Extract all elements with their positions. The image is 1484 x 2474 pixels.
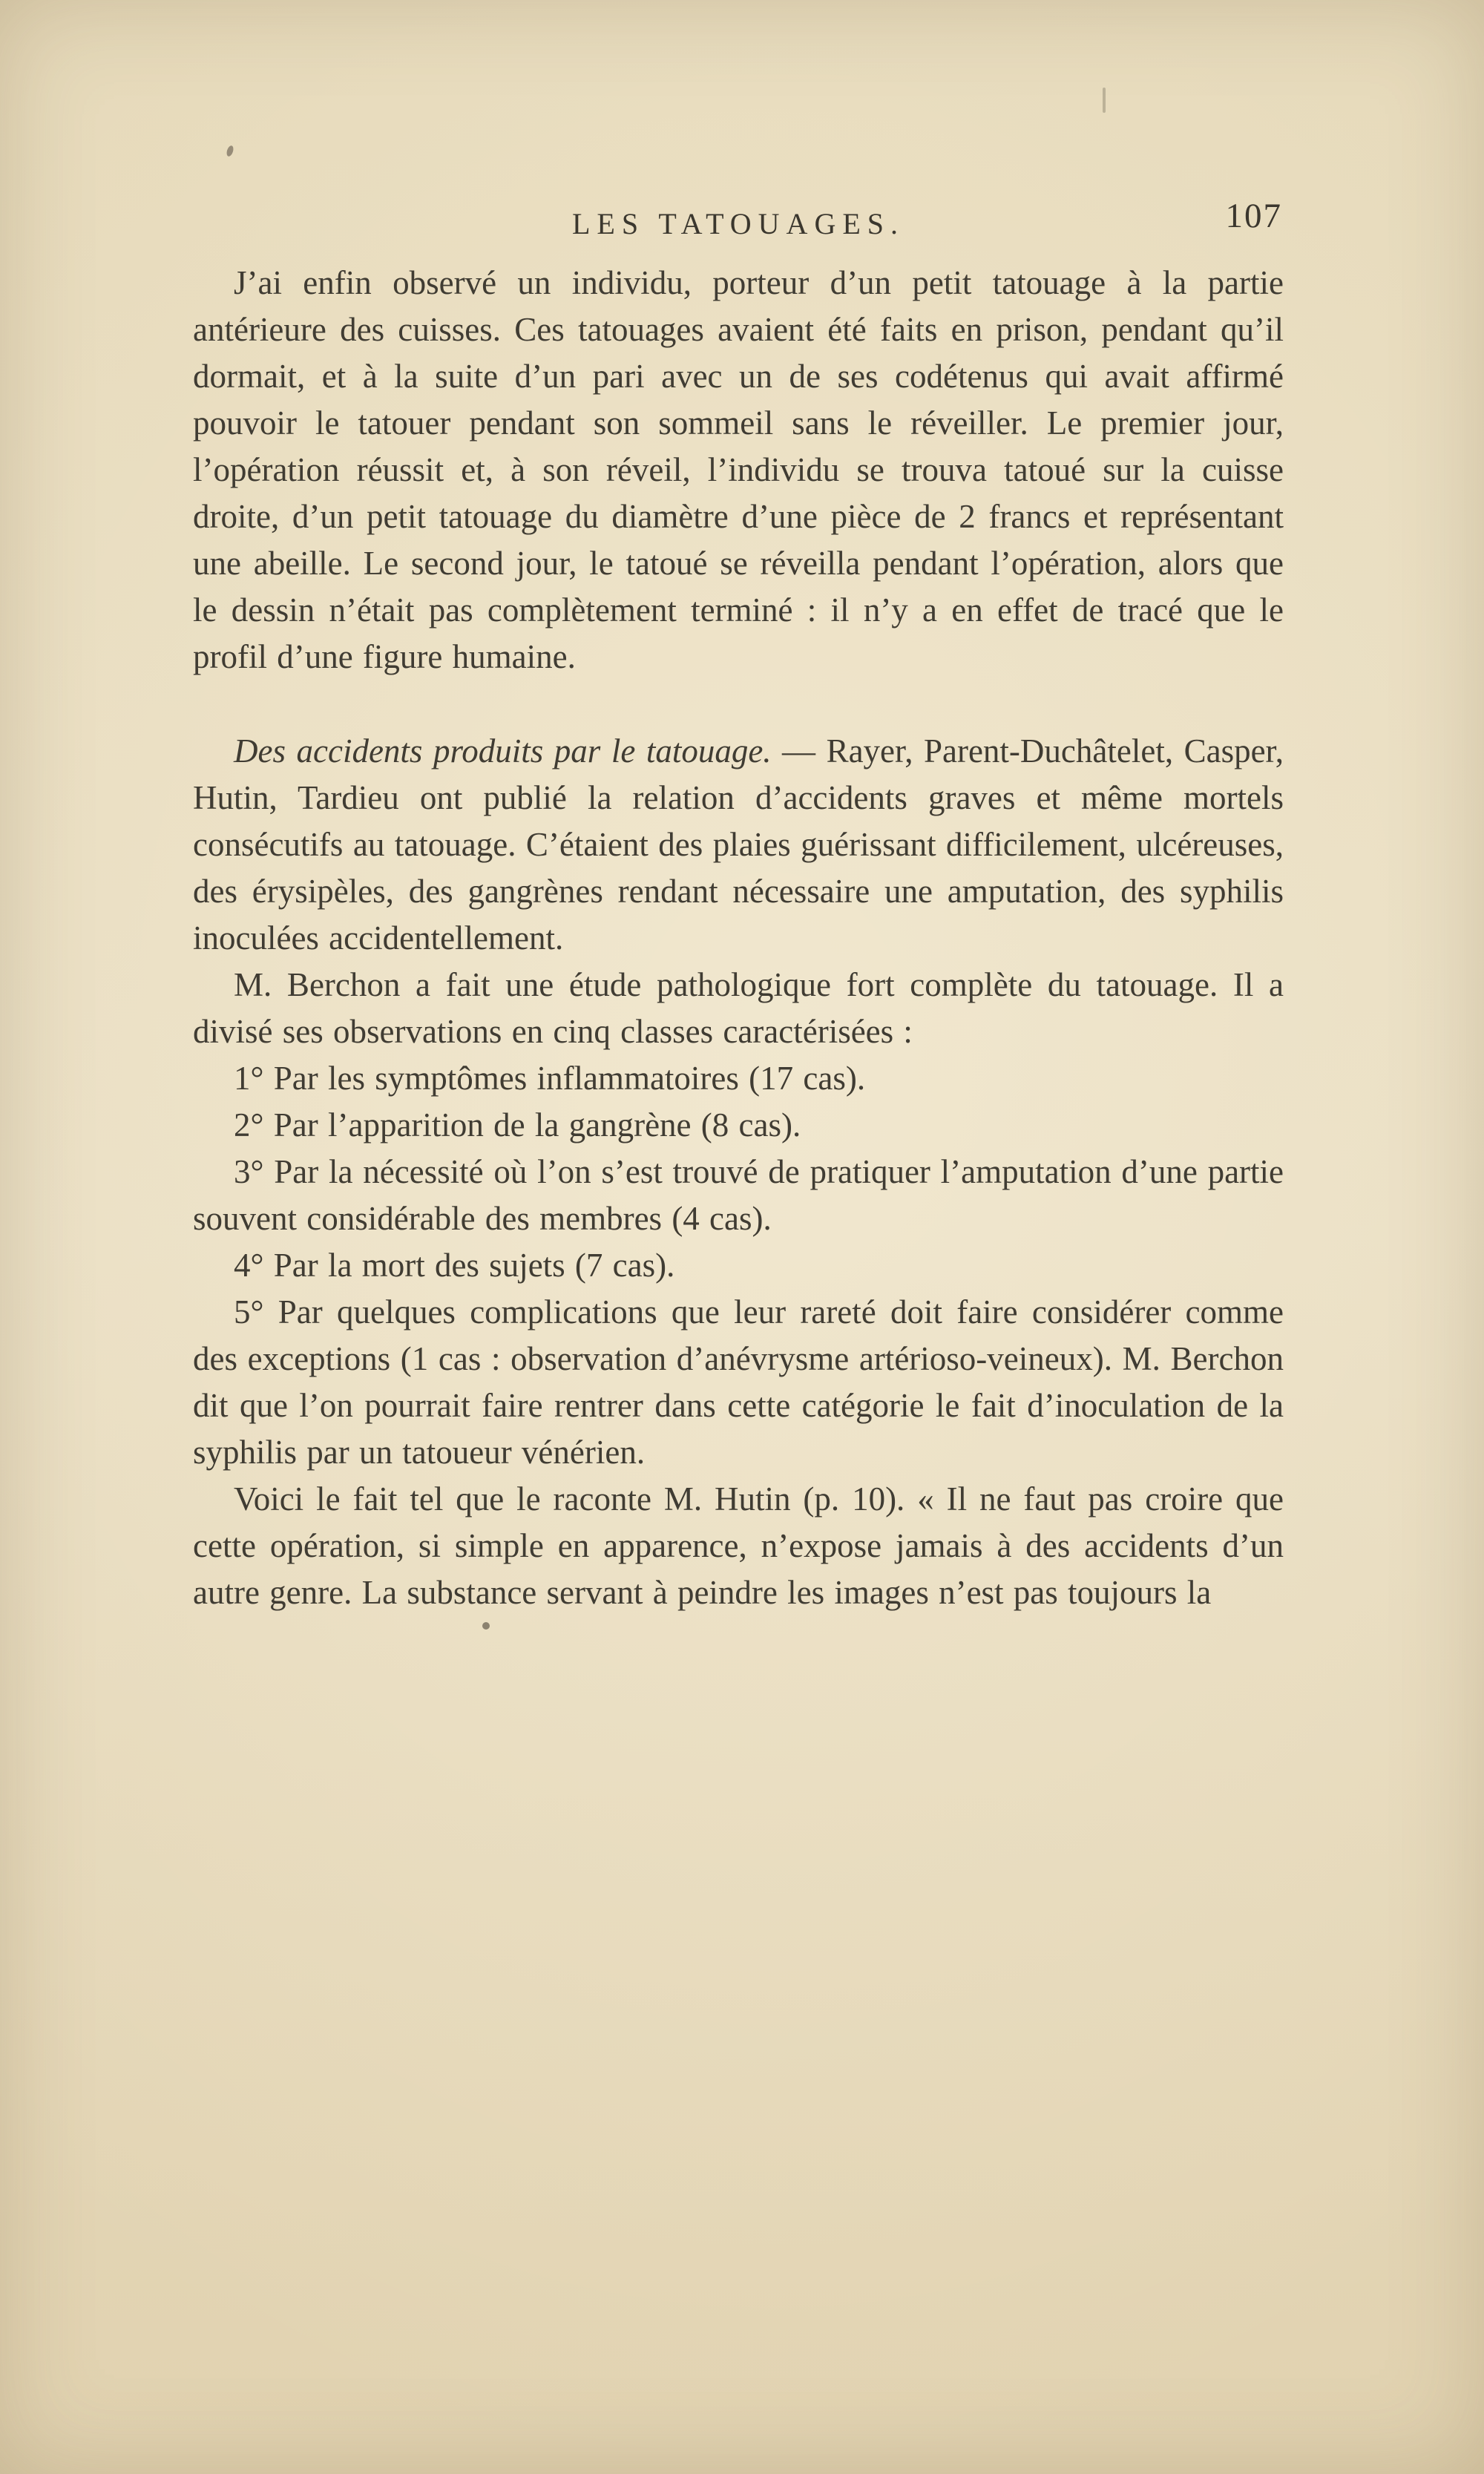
page-header [193, 194, 1284, 252]
class-item-2: 2° Par l’apparition de la gangrène (8 cas). [234, 1106, 801, 1144]
class-item-4: 4° Par la mort des sujets (7 cas). [234, 1247, 675, 1284]
section-lead-italic: Des accidents produits par le tatouage. [234, 732, 772, 770]
paragraph-accidents-section [193, 728, 1284, 962]
class-item-3: 3° Par la nécessité où l’on s’est trouvé de pratiquer l’amputation d’une partie souvent considérable des membres (4 cas). [193, 1153, 1284, 1237]
paragraph-berchon: M. Berchon a fait une étude pathologique fort complète du tatouage. Il a divisé ses observations en cinq classes caractérisées : [193, 966, 1284, 1050]
scan-speck [226, 145, 234, 157]
scan-speck [1103, 88, 1106, 113]
text-block [193, 194, 1284, 1616]
paragraph-hutin: Voici le fait tel que le raconte M. Hutin (p. 10). « Il ne faut pas croire que cette opération, si simple en apparence, n’expose jamais à des accidents d’un autre genre. La substance servant à peindre les images n’est pas toujours la [193, 1480, 1284, 1611]
class-item-5: 5° Par quelques complications que leur rareté doit faire considérer comme des exceptions (1 cas : observation d’anévrysme artérioso-veineux). M. Berchon dit que l’on pourrait faire rentrer dans cette catégorie le fait d’inoculation de la syphilis par un tatoueur vénérien. [193, 1293, 1284, 1471]
class-item-1: 1° Par les symptômes inflammatoires (17 cas). [234, 1060, 866, 1097]
running-title: LES TATOUAGES. [571, 207, 905, 240]
section-lead-rest: — Rayer, Parent-Duchâtelet, Casper, Hutin, Tardieu ont publié la relation d’accidents graves et même mortels consécutifs au tatouage. C’étaient des plaies guérissant difficilement, ulcéreuses, des érysipèles, des gangrènes rendant nécessaire une amputation, des syphilis inoculées accidentellement. [193, 732, 1284, 957]
scan-speck [482, 1622, 490, 1630]
page-number: 107 [1225, 197, 1282, 235]
paragraph-intro: J’ai enfin observé un individu, porteur d’un petit tatouage à la partie antérieure des cuisses. Ces tatouages avaient été faits en prison, pendant qu’il dormait, et à la suite d’un pari avec un de ses codétenus qui avait affirmé pouvoir le tatouer pendant son sommeil sans le réveiller. Le premier jour, l’opération réussit et, à son réveil, l’individu se trouva tatoué sur la cuisse droite, d’un petit tatouage du diamètre d’une pièce de 2 francs et représentant une abeille. Le second jour, le tatoué se réveilla pendant l’opération, alors que le dessin n’était pas complètement terminé : il n’y a en effet de tracé que le profil d’une figure humaine. [193, 264, 1284, 675]
